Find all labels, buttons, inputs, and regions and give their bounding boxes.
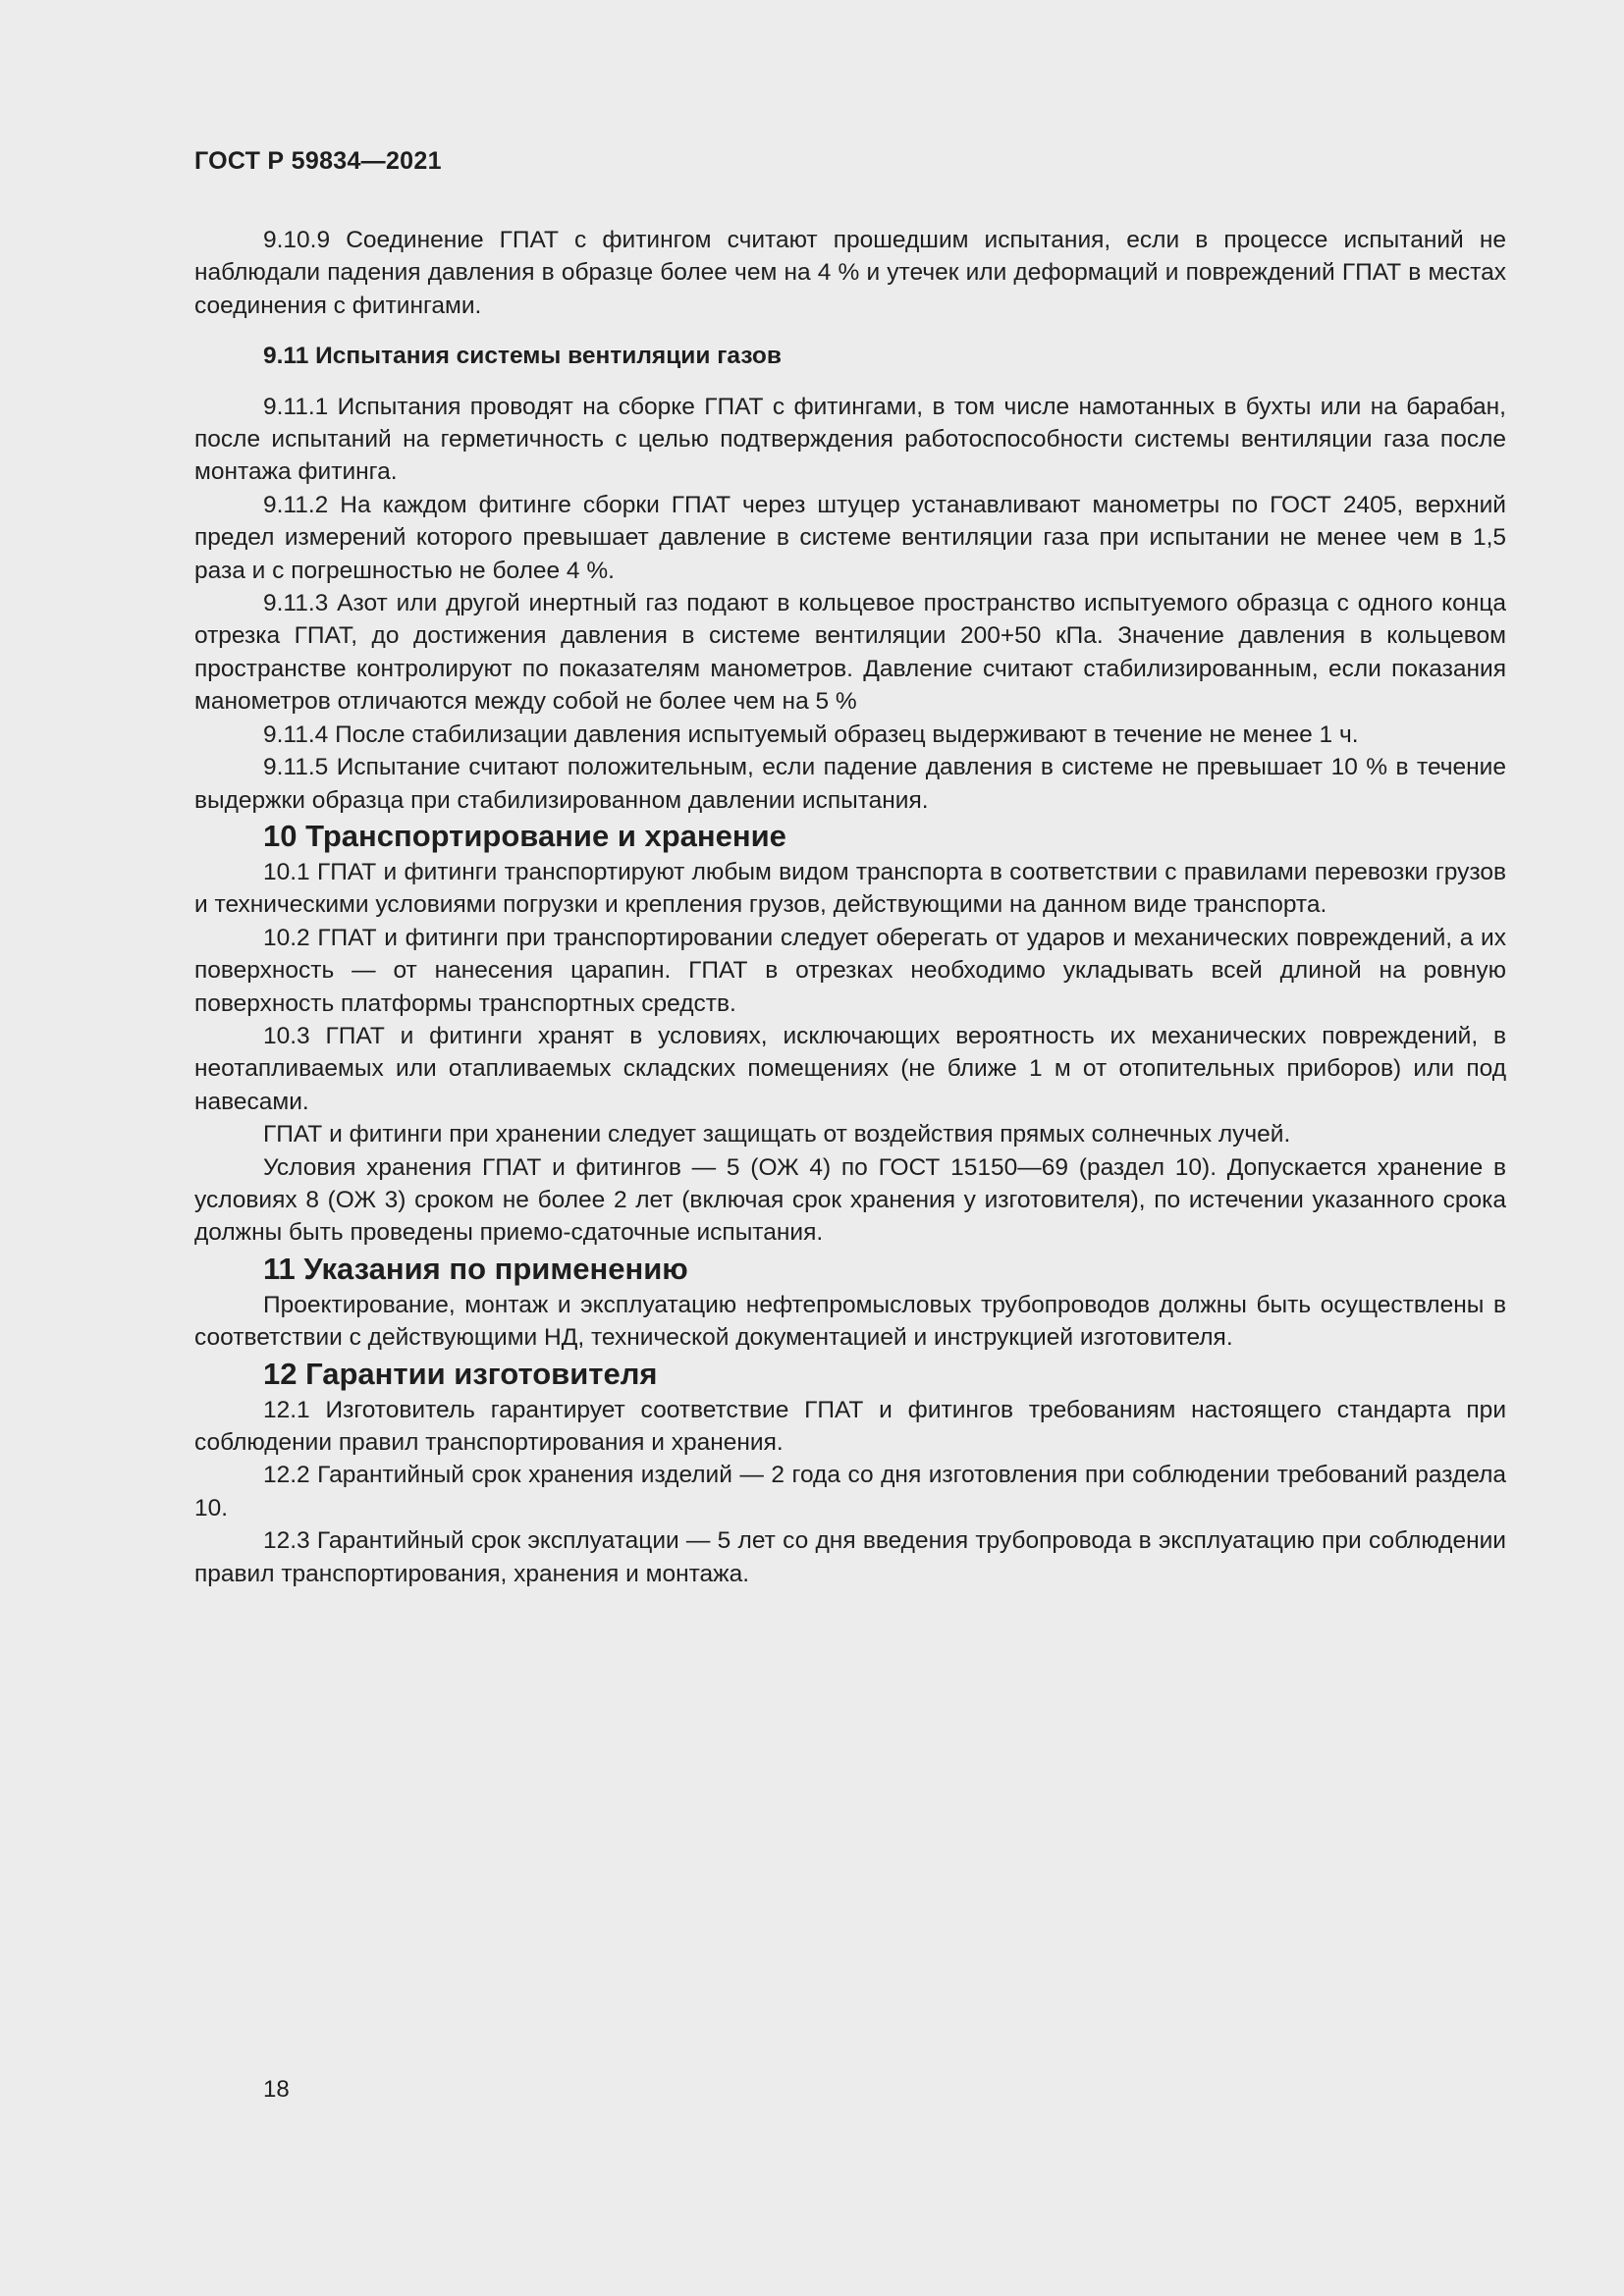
document-header-id: ГОСТ Р 59834—2021 (194, 147, 442, 175)
paragraph-11: Проектирование, монтаж и эксплуатацию нефтепромысловых трубопроводов должны быть осуществлены в соответствии с действующими НД, технической документацией и инструкцией изготовителя. (194, 1291, 1506, 1352)
section-heading-10: 10 Транспортирование и хранение (263, 818, 786, 853)
paragraph-12-2: 12.2 Гарантийный срок хранения изделий — 2 года со дня изготовления при соблюдении требований раздела 10. (194, 1462, 1506, 1522)
paragraph-9-11-5: 9.11.5 Испытание считают положительным, если падение давления в системе не превышает 10 % в течение выдержки образца при стабилизированном давлении испытания. (194, 754, 1506, 814)
paragraph-12-3: 12.3 Гарантийный срок эксплуатации — 5 лет со дня введения трубопровода в эксплуатацию при соблюдении правил транспортирования, хранения и монтажа. (194, 1527, 1506, 1587)
subsection-heading-9-11: 9.11 Испытания системы вентиляции газов (263, 343, 782, 370)
section-heading-12: 12 Гарантии изготовителя (263, 1356, 658, 1391)
paragraph-10-2: 10.2 ГПАТ и фитинги при транспортировании следует оберегать от ударов и механических повреждений, а их поверхность — от нанесения царапин. ГПАТ в отрезках необходимо укладывать всей длиной на ровную поверхность платформы транспортных средств. (194, 924, 1506, 1017)
paragraph-10-3-storage-conditions: Условия хранения ГПАТ и фитингов — 5 (ОЖ 4) по ГОСТ 15150—69 (раздел 10). Допускается хранение в условиях 8 (ОЖ 3) сроком не более 2 лет (включая срок хранения у изготовителя), по истечении указанного срока должны быть проведены приемо-сдаточные испытания. (194, 1153, 1506, 1247)
page-number: 18 (263, 2076, 290, 2103)
paragraph-9-11-3: 9.11.3 Азот или другой инертный газ подают в кольцевое пространство испытуемого образца с одного конца отрезка ГПАТ, до достижения давления в системе вентиляции 200+50 кПа. Значение давления в кольцевом пространстве контролируют по показателям манометров. Давление считают стабилизированным, если показания манометров отличаются между собой не более чем на 5 % (194, 590, 1506, 716)
document-body (194, 224, 1506, 1590)
paragraph-12-1: 12.1 Изготовитель гарантирует соответствие ГПАТ и фитингов требованиям настоящего стандарта при соблюдении правил транспортирования и хранения. (194, 1396, 1506, 1456)
paragraph-10-1: 10.1 ГПАТ и фитинги транспортируют любым видом транспорта в соответствии с правилами перевозки грузов и техническими условиями погрузки и крепления грузов, действующими на данном виде транспорта. (194, 858, 1506, 919)
paragraph-9-10-9: 9.10.9 Соединение ГПАТ с фитингом считают прошедшим испытания, если в процессе испытаний не наблюдали падения давления в образце более чем на 4 % и утечек или деформаций и повреждений ГПАТ в местах соединения с фитингами. (194, 227, 1506, 319)
paragraph-9-11-2: 9.11.2 На каждом фитинге сборки ГПАТ через штуцер устанавливают манометры по ГОСТ 2405, верхний предел измерений которого превышает давление в системе вентиляции газа при испытании не менее чем в 1,5 раза и с погрешностью не более 4 %. (194, 491, 1506, 584)
section-heading-11: 11 Указания по применению (263, 1251, 688, 1286)
paragraph-10-3-sun-protection: ГПАТ и фитинги при хранении следует защищать от воздействия прямых солнечных лучей. (263, 1121, 1291, 1148)
paragraph-10-3: 10.3 ГПАТ и фитинги хранят в условиях, исключающих вероятность их механических повреждений, в неотапливаемых или отапливаемых складских помещениях (не ближе 1 м от отопительных приборов) или под навесами. (194, 1022, 1506, 1115)
paragraph-9-11-1: 9.11.1 Испытания проводят на сборке ГПАТ с фитингами, в том числе намотанных в бухты или на барабан, после испытаний на герметичность с целью подтверждения работоспособности системы вентиляции газа после монтажа фитинга. (194, 393, 1506, 486)
paragraph-9-11-4: 9.11.4 После стабилизации давления испытуемый образец выдерживают в течение не менее 1 ч. (263, 721, 1359, 748)
